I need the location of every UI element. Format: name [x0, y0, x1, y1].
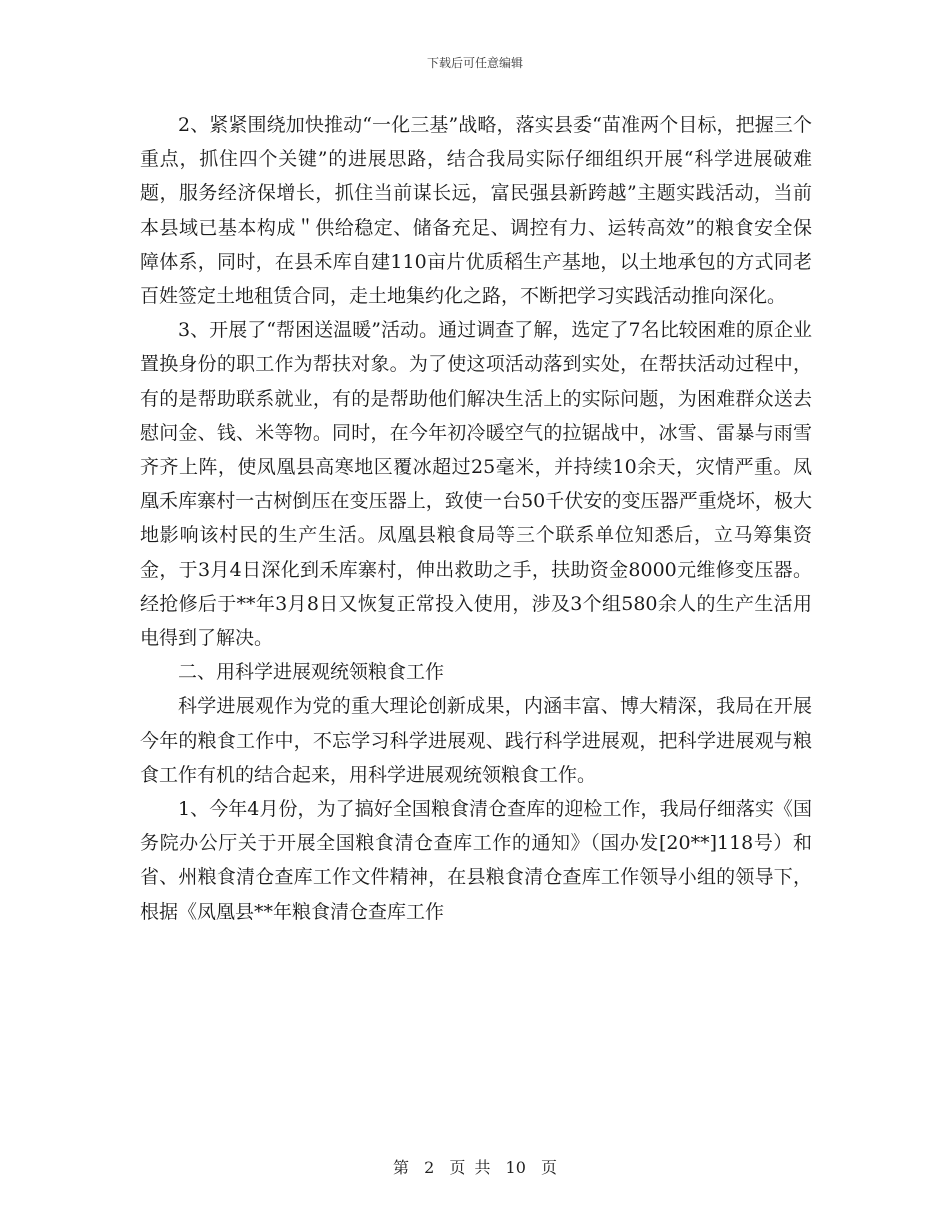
- document-body: [140, 108, 812, 929]
- footer-middle: 页 共: [449, 1158, 491, 1177]
- page-number-footer: [0, 1155, 950, 1178]
- paragraph-section-intro: 科学进展观作为党的重大理论创新成果，内涵丰富、博大精深，我局在开展今年的粮食工作中，不忘学习科学进展观、践行科学进展观，把科学进展观与粮食工作有机的结合起来，用科学进展观统领粮食工作。: [140, 695, 812, 786]
- paragraph-item-1: 1、今年4月份，为了搞好全国粮食清仓查库的迎检工作，我局仔细落实《国务院办公厅关于开展全国粮食清仓查库工作的通知》（国办发[20**]118号）和省、州粮食清仓查库工作文件精神，在县粮食清仓查库工作领导小组的领导下，根据《凤凰县**年粮食清仓查库工作: [140, 798, 812, 923]
- footer-total-pages: 10: [505, 1158, 526, 1177]
- footer-suffix: 页: [541, 1158, 558, 1177]
- paragraph-item-3: 3、开展了“帮困送温暖”活动。通过调查了解，选定了7名比较困难的原企业置换身份的职工作为帮扶对象。为了使这项活动落到实处，在帮扶活动过程中，有的是帮助联系就业，有的是帮助他们解决生活上的实际问题，为困难群众送去慰问金、钱、米等物。同时，在今年初冷暖空气的拉锯战中，冰雪、雷暴与雨雪齐齐上阵，使凤凰县高寒地区覆冰超过25毫米，并持续10余天，灾情严重。凤凰禾库寨村一古树倒压在变压器上，致使一台50千伏安的变压器严重烧坏，极大地影响该村民的生产生活。凤凰县粮食局等三个联系单位知悉后，立马筹集资金，于3月4日深化到禾库寨村，伸出救助之手，扶助资金8000元维修变压器。经抢修后于**年3月8日又恢复正常投入使用，涉及3个组580余人的生产生活用电得到了解决。: [140, 319, 812, 650]
- page-header: 下载后可任意编辑: [426, 56, 523, 70]
- footer-current-page: 2: [424, 1158, 435, 1177]
- section-heading-2: 二、用科学进展观统领粮食工作: [178, 661, 445, 684]
- footer-prefix: 第: [392, 1158, 409, 1177]
- paragraph-item-2: 2、紧紧围绕加快推动“一化三基”战略，落实县委“苗准两个目标，把握三个重点，抓住四个关键”的进展思路，结合我局实际仔细组织开展“科学进展破难题，服务经济保增长，抓住当前谋长远，富民强县新跨越”主题实践活动，当前本县域已基本构成＂供给稳定、储备充足、调控有力、运转高效”的粮食安全保障体系，同时，在县禾库自建110亩片优质稻生产基地，以土地承包的方式同老百姓签定土地租赁合同，走土地集约化之路，不断把学习实践活动推向深化。: [140, 114, 812, 308]
